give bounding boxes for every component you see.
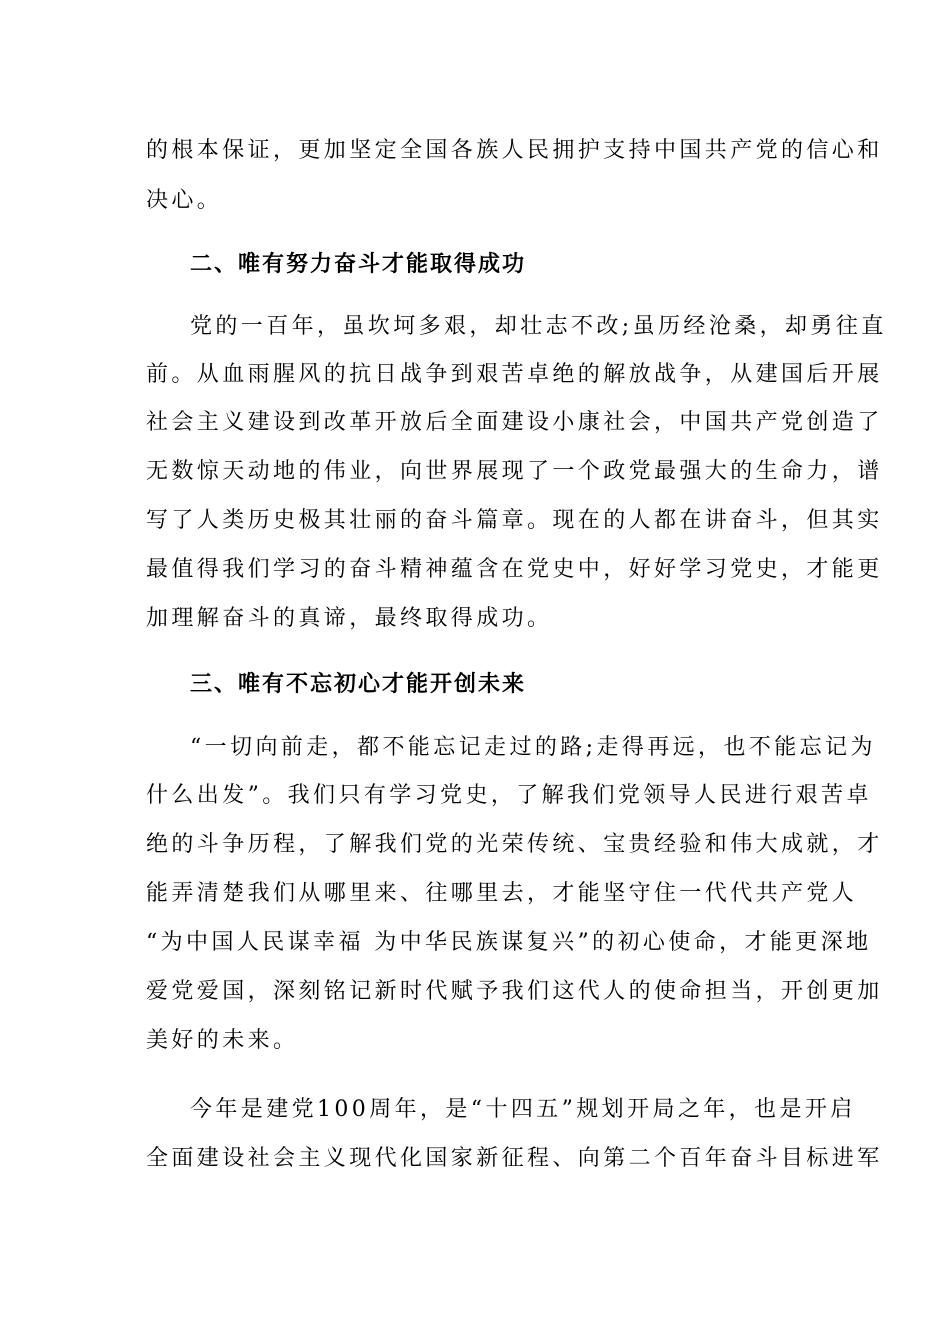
text-line: 全面建设社会主义现代化国家新征程、向第二个百年奋斗目标进军 [146,1146,883,1171]
text-line: 无数惊天动地的伟业，向世界展现了一个政党最强大的生命力，谱 [146,459,883,484]
text-line: 今年是建党100周年，是“十四五”规划开局之年，也是开启 [190,1097,856,1122]
text-line: “一切向前走，都不能忘记走过的路;走得再远，也不能忘记为 [190,735,876,760]
section-heading: 三、唯有不忘初心才能开创未来 [190,672,527,697]
text-line: 什么出发”。我们只有学习党史，了解我们党领导人民进行艰苦卓 [146,783,872,808]
text-line: 党的一百年，虽坎坷多艰，却壮志不改;虽历经沧桑，却勇往直 [190,314,887,339]
text-line: 前。从血雨腥风的抗日战争到艰苦卓绝的解放战争，从建国后开展 [146,362,883,387]
text-line: 决心。 [146,188,223,213]
text-line: “为中国人民谋幸福 为中华民族谋复兴”的初心使命，才能更深地 [146,930,872,955]
text-line: 美好的未来。 [146,1028,299,1053]
text-line: 最值得我们学习的奋斗精神蕴含在党史中，好好学习党史，才能更 [146,557,883,582]
text-line: 写了人类历史极其壮丽的奋斗篇章。现在的人都在讲奋斗，但其实 [146,508,883,533]
text-line: 的根本保证，更加坚定全国各族人民拥护支持中国共产党的信心和 [146,138,883,163]
text-line: 加理解奋斗的真谛，最终取得成功。 [146,606,553,631]
text-line: 社会主义建设到改革开放后全面建设小康社会，中国共产党创造了 [146,410,883,435]
text-line: 能弄清楚我们从哪里来、往哪里去，才能坚守住一代代共产党人 [146,881,858,906]
text-line: 爱党爱国，深刻铭记新时代赋予我们这代人的使命担当，开创更加 [146,979,883,1004]
section-heading: 二、唯有努力奋斗才能取得成功 [190,252,527,277]
text-line: 绝的斗争历程，了解我们党的光荣传统、宝贵经验和伟大成就，才 [146,832,883,857]
